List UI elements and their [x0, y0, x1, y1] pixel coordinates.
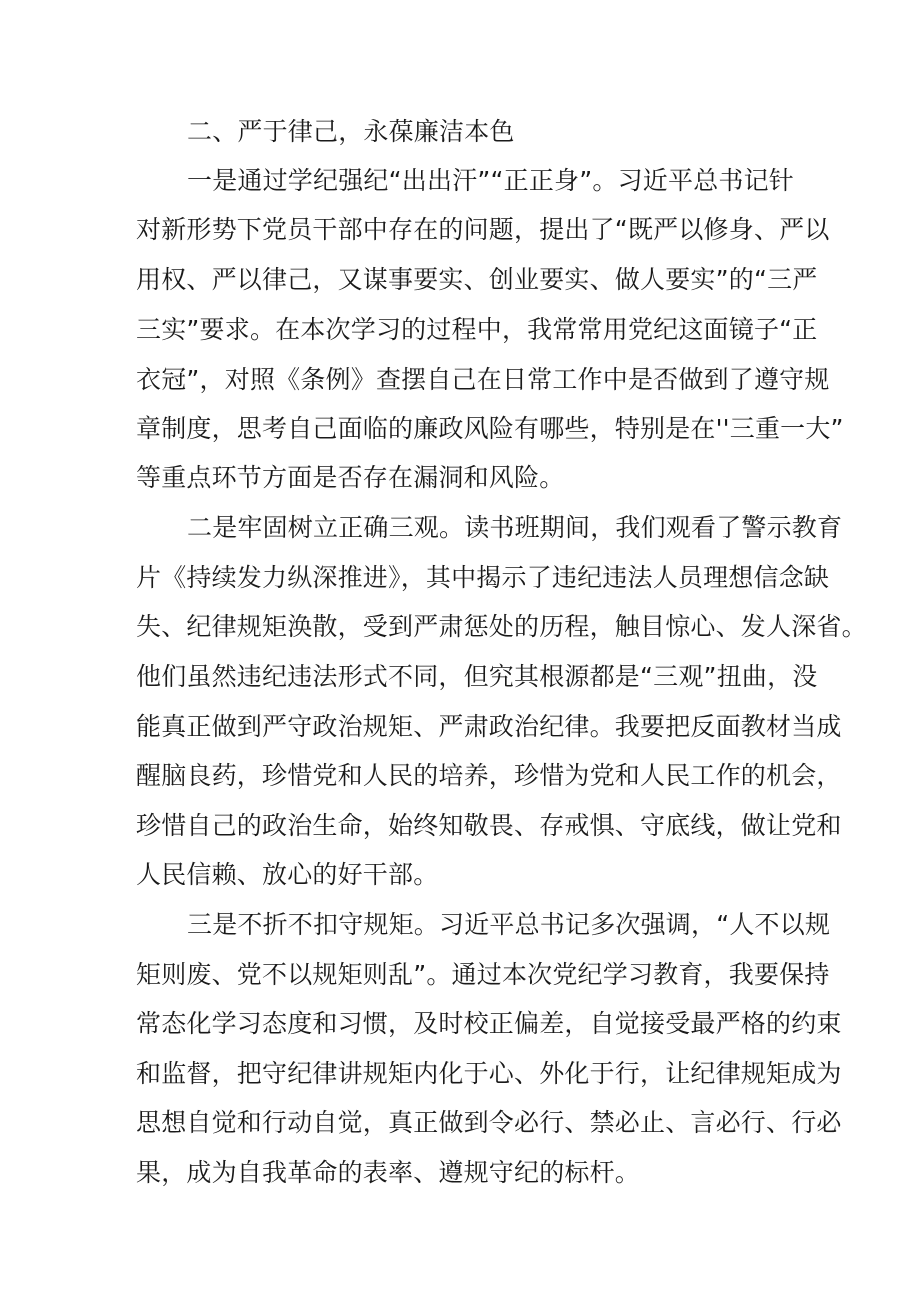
paragraph-3-line-2: 矩则废、党不以规矩则乱”。通过本次党纪学习教育，我要保持 [136, 960, 830, 989]
paragraph-1-line-3: 用权、严以律己，又谋事要实、创业要实、做人要实”的“三严 [136, 265, 818, 294]
paragraph-2-line-5: 能真正做到严守政治规矩、严肃政治纪律。我要把反面教材当成 [136, 712, 842, 741]
paragraph-1-line-2: 对新形势下党员干部中存在的问题，提出了“既严以修身、严以 [136, 215, 830, 244]
paragraph-2-line-8: 人民信赖、放心的好干部。 [136, 860, 439, 889]
paragraph-1-line-6: 章制度，思考自己面临的廉政风险有哪些，特别是在''三重一大” [136, 414, 844, 443]
paragraph-2-line-4: 他们虽然违纪违法形式不同，但究其根源都是“三观”扭曲，没 [136, 662, 818, 691]
paragraph-1-line-1: 一是通过学纪强纪“出出汗”“正正身”。习近平总书记针 [187, 166, 795, 195]
paragraph-2-line-6: 醒脑良药，珍惜党和人民的培养，珍惜为党和人民工作的机会， [136, 761, 842, 790]
paragraph-3-line-6: 果，成为自我革命的表率、遵规守纪的标杆。 [136, 1158, 641, 1187]
paragraph-2-line-2: 片《持续发力纵深推进》，其中揭示了违纪违法人员理想信念缺 [136, 563, 830, 592]
paragraph-1-line-7: 等重点环节方面是否存在漏洞和风险。 [136, 463, 565, 492]
paragraph-3-line-4: 和监督，把守纪律讲规矩内化于心、外化于行，让纪律规矩成为 [136, 1059, 842, 1088]
paragraph-1-line-4: 三实”要求。在本次学习的过程中，我常常用党纪这面镜子“正 [136, 315, 818, 344]
paragraph-2-line-3: 失、纪律规矩涣散，受到严肃惩处的历程，触目惊心、发人深省。 [136, 612, 867, 641]
section-heading: 二、严于律己，永葆廉洁本色 [187, 117, 515, 146]
paragraph-3-line-5: 思想自觉和行动自觉，真正做到令必行、禁必止、言必行、行必 [136, 1108, 842, 1137]
paragraph-3-line-3: 常态化学习态度和习惯，及时校正偏差，自觉接受最严格的约束 [136, 1009, 842, 1038]
paragraph-2-line-7: 珍惜自己的政治生命，始终知敬畏、存戒惧、守底线，做让党和 [136, 811, 842, 840]
paragraph-1-line-5: 衣冠”，对照《条例》查摆自己在日常工作中是否做到了遵守规 [136, 365, 830, 394]
paragraph-3-line-1: 三是不折不扣守规矩。习近平总书记多次强调，“人不以规 [187, 910, 831, 939]
paragraph-2-line-1: 二是牢固树立正确三观。读书班期间，我们观看了警示教育 [187, 513, 843, 542]
